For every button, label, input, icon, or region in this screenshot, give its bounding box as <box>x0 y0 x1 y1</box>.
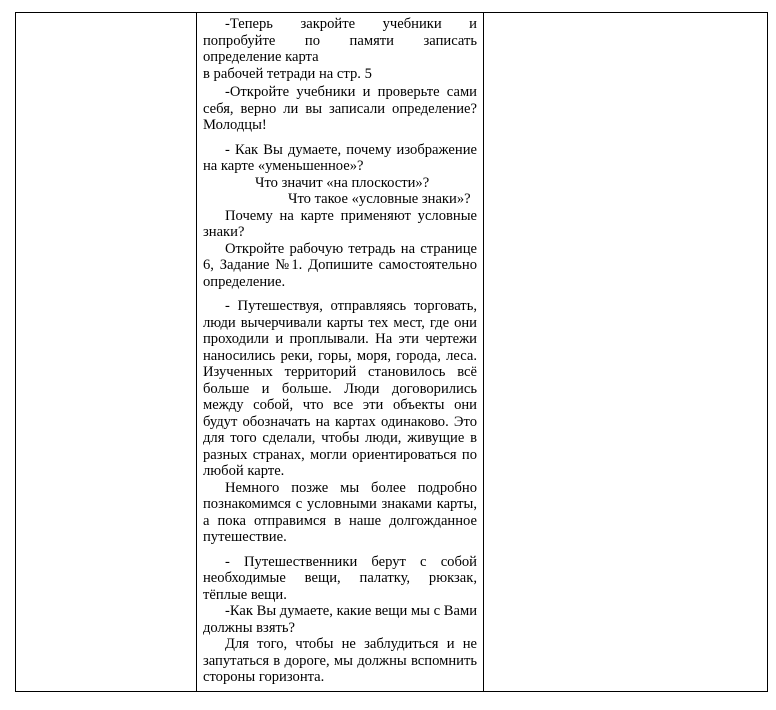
lesson-table <box>15 12 768 692</box>
paragraph-question-plane: Что значит «на плоскости»? <box>255 174 430 191</box>
paragraph-horizon-sides: Для того, чтобы не заблудиться и не запутаться в дороге, мы должны вспомнить стороны горизонта. <box>203 636 477 685</box>
paragraph-open-workbook: Откройте рабочую тетрадь на странице 6, Задание №1. Допишите самостоятельно определение. <box>203 240 477 290</box>
table-cell-left <box>16 13 197 692</box>
paragraph-question-why-symbols: Почему на карте применяют условные знаки? <box>203 207 477 240</box>
paragraph-later-symbols: Немного позже мы более подробно познакомимся с условными знаками карты, а пока отправимся в наше долгожданное путешествие. <box>203 479 477 545</box>
paragraph-question-reduced: - Как Вы думаете, почему изображение на карте «уменьшенное»? <box>203 141 477 174</box>
paragraph-question-items: -Как Вы думаете, какие вещи мы с Вами должны взять? <box>203 603 477 636</box>
table-row <box>16 13 768 692</box>
paragraph-workbook-page: в рабочей тетради на стр. 5 <box>203 65 372 82</box>
lesson-text <box>197 13 483 686</box>
paragraph-question-symbols: Что такое «условные знаки»? <box>288 191 471 207</box>
paragraph-travelers-items: - Путешественники берут с собой необходимые вещи, палатку, рюкзак, тёплые вещи. <box>203 553 477 603</box>
table-cell-middle <box>197 13 484 692</box>
table-cell-right <box>484 13 768 692</box>
paragraph-check-definition: -Откройте учебники и проверьте сами себя, верно ли вы записали определение? Молодцы! <box>203 84 477 133</box>
paragraph-close-textbooks: -Теперь закройте учебники и попробуйте по памяти записать определение карта <box>203 16 477 65</box>
paragraph-travelers-maps: - Путешествуя, отправляясь торговать, люди вычерчивали карты тех мест, где они проходили и проплывали. На эти чертежи наносились реки, горы, моря, города, леса. Изученных территорий становилось всё больше и больше. Люди договорились между собой, что все эти объекты они будут обозначать на картах одинаково. Это для того сделали, чтобы люди, живущие в разных странах, могли ориентироваться по любой карте. <box>203 298 477 479</box>
